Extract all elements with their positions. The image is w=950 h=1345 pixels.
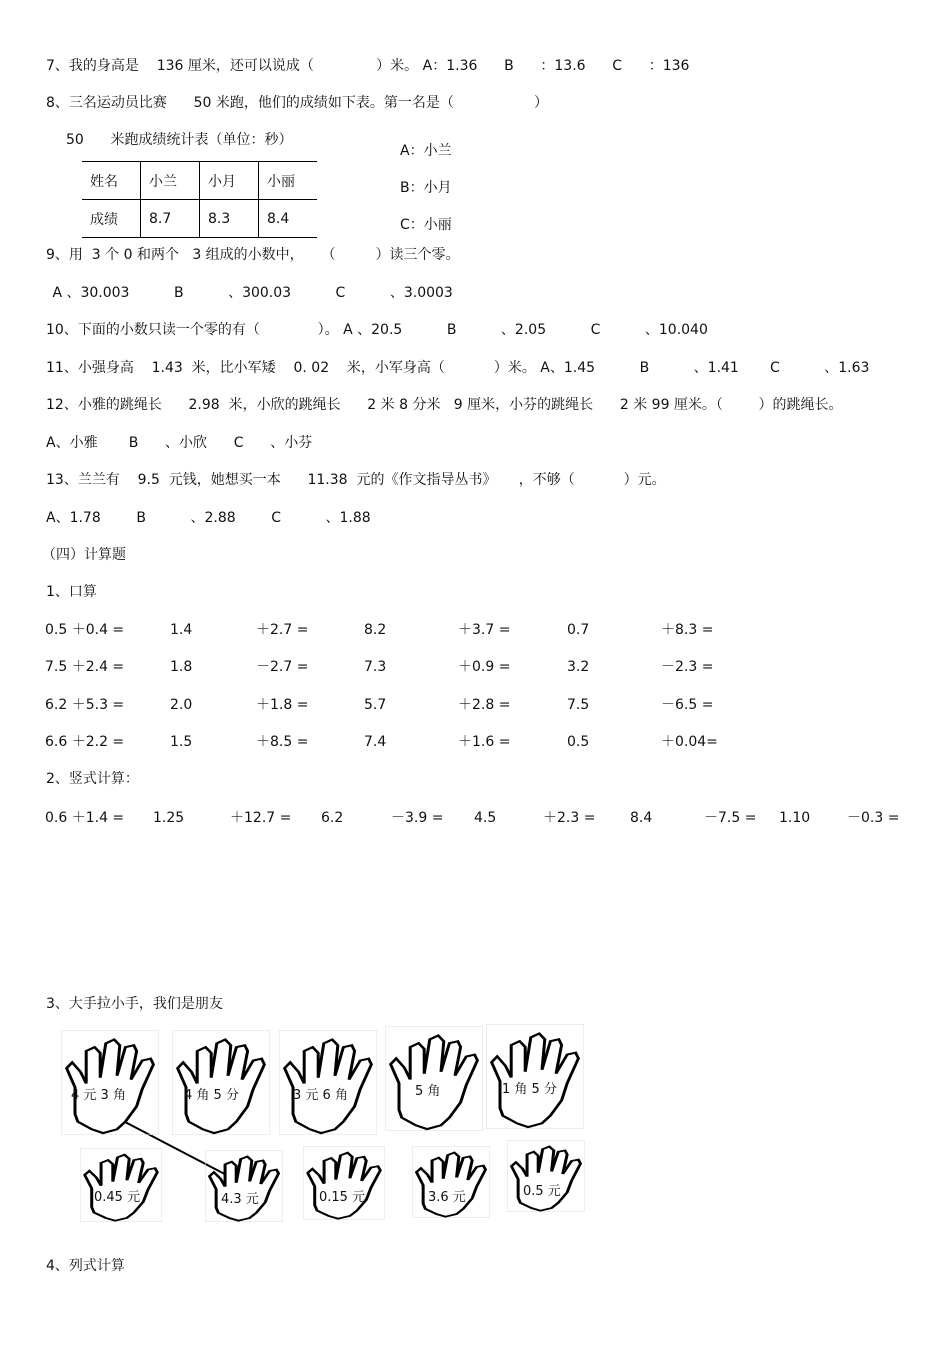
question-10: 10、下面的小数只读一个零的有（ ）。 A 、20.5 B 、2.05 C 、10.040 [46, 322, 708, 338]
big-hand[interactable] [172, 1030, 270, 1135]
hand-icon [412, 1146, 490, 1218]
table-cell: 8.4 [259, 200, 318, 238]
oral-calc-item: 7.5 ＋2.4 = [45, 659, 125, 675]
small-hand-label: 3.6 元 [428, 1190, 466, 1205]
oral-calc-item: 5.7 [364, 697, 387, 713]
question-9-options: A 、30.003 B 、300.03 C 、3.0003 [48, 285, 453, 301]
oral-calc-item: 0.7 [567, 622, 590, 638]
oral-calc-item: 7.4 [364, 734, 387, 750]
question-13-options: A、1.78 B 、2.88 C 、1.88 [46, 510, 371, 526]
big-hand[interactable] [61, 1030, 159, 1135]
vertical-calc-item: ＋12.7 = [230, 810, 292, 826]
vertical-calc-item: －7.5 = [704, 810, 757, 826]
oral-calc-item: 6.2 ＋5.3 = [45, 697, 125, 713]
table-cell: 8.7 [141, 200, 200, 238]
hand-icon [172, 1030, 270, 1135]
question-9: 9、用 3 个 0 和两个 3 组成的小数中， （ ）读三个零。 [46, 247, 460, 263]
oral-calc-item: 0.5 [567, 734, 590, 750]
hand-icon [507, 1140, 585, 1212]
small-hand-label: 0.5 元 [523, 1184, 561, 1199]
oral-calc-item: ＋8.5 = [256, 734, 309, 750]
oral-calc-item: 0.5 ＋0.4 = [45, 622, 125, 638]
question-8: 8、三名运动员比赛 50 米跑，他们的成绩如下表。第一名是（ ） [46, 95, 548, 111]
oral-calc-item: ＋0.9 = [458, 659, 511, 675]
big-hand[interactable] [279, 1030, 377, 1135]
big-hand-label: 5 角 [415, 1084, 441, 1099]
oral-calc-item: ＋2.7 = [256, 622, 309, 638]
small-hand[interactable] [412, 1146, 490, 1218]
oral-calc-item: 8.2 [364, 622, 387, 638]
vertical-calc-item: 4.5 [474, 810, 497, 826]
table-cell: 姓名 [82, 162, 141, 200]
small-hand-label: 0.45 元 [94, 1190, 141, 1205]
big-hand-label: 4 元 3 角 [71, 1088, 126, 1103]
oral-calc-item: ＋3.7 = [458, 622, 511, 638]
table-cell: 小月 [200, 162, 259, 200]
table-cell: 小兰 [141, 162, 200, 200]
small-hand[interactable] [80, 1148, 162, 1222]
vertical-calc-heading: 2、竖式计算： [46, 771, 139, 787]
hand-icon [80, 1148, 162, 1222]
vertical-calc-item: －0.3 = [847, 810, 900, 826]
big-hand[interactable] [486, 1024, 584, 1129]
vertical-calc-item: ＋2.3 = [543, 810, 596, 826]
big-hand-label: 3 元 6 角 [293, 1088, 348, 1103]
table-cell: 小丽 [259, 162, 318, 200]
vertical-calc-item: 0.6 ＋1.4 = [45, 810, 125, 826]
oral-calc-item: －2.3 = [661, 659, 714, 675]
hand-icon [205, 1150, 283, 1222]
vertical-calc-item: 1.10 [779, 810, 811, 826]
oral-calc-item: 1.5 [170, 734, 193, 750]
vertical-calc-item: －3.9 = [391, 810, 444, 826]
oral-calc-item: 3.2 [567, 659, 590, 675]
oral-calc-item: 2.0 [170, 697, 193, 713]
small-hand[interactable] [507, 1140, 585, 1212]
oral-calc-item: 1.8 [170, 659, 193, 675]
oral-calc-item: ＋1.8 = [256, 697, 309, 713]
small-hand-label: 0.15 元 [319, 1190, 366, 1205]
table-title: 50 米跑成绩统计表（单位：秒） [66, 132, 293, 148]
small-hand[interactable] [303, 1146, 385, 1220]
big-hand-label: 4 角 5 分 [184, 1088, 239, 1103]
vertical-calc-item: 1.25 [153, 810, 185, 826]
hand-icon [279, 1030, 377, 1135]
question-12-options: A、小雅 B 、小欣 C 、小芬 [46, 435, 313, 451]
oral-calc-item: ＋2.8 = [458, 697, 511, 713]
oral-calc-item: ＋8.3 = [661, 622, 714, 638]
q8-option-a: A：小兰 [400, 143, 452, 159]
list-calc-heading: 4、列式计算 [46, 1258, 125, 1274]
oral-calc-item: 7.5 [567, 697, 590, 713]
oral-calc-item: 7.3 [364, 659, 387, 675]
oral-calc-heading: 1、口算 [46, 584, 97, 600]
q8-option-c: C：小丽 [400, 217, 452, 233]
table-cell: 成绩 [82, 200, 141, 238]
table-cell: 8.3 [200, 200, 259, 238]
question-12: 12、小雅的跳绳长 2.98 米，小欣的跳绳长 2 米 8 分米 9 厘米，小芬的跳绳长 2 米 99 厘米。（ ）的跳绳长。 [46, 397, 843, 413]
oral-calc-item: 6.6 ＋2.2 = [45, 734, 125, 750]
oral-calc-item: ＋0.04= [661, 734, 718, 750]
vertical-calc-item: 8.4 [630, 810, 653, 826]
small-hand[interactable] [205, 1150, 283, 1222]
oral-calc-item: 1.4 [170, 622, 193, 638]
hand-icon [385, 1026, 483, 1131]
hand-icon [61, 1030, 159, 1135]
oral-calc-item: －6.5 = [661, 697, 714, 713]
hand-icon [486, 1024, 584, 1129]
big-hand[interactable] [385, 1026, 483, 1131]
vertical-calc-item: 6.2 [321, 810, 344, 826]
oral-calc-item: －2.7 = [256, 659, 309, 675]
oral-calc-item: ＋1.6 = [458, 734, 511, 750]
section-4-heading: （四）计算题 [42, 547, 126, 563]
question-13: 13、兰兰有 9.5 元钱，她想买一本 11.38 元的《作文指导丛书》 ，不够（ ）元。 [46, 472, 666, 488]
question-7: 7、我的身高是 136 厘米，还可以说成（ ）米。 A：1.36 B ：13.6 C ：136 [46, 58, 690, 74]
small-hand-label: 4.3 元 [221, 1192, 259, 1207]
q8-option-b: B：小月 [400, 180, 452, 196]
question-11: 11、小强身高 1.43 米，比小军矮 0. 02 米，小军身高（ ）米。 A、1.45 B 、1.41 C 、1.63 [46, 360, 870, 376]
big-hand-label: 1 角 5 分 [502, 1082, 557, 1097]
hand-icon [303, 1146, 385, 1220]
hands-heading: 3、大手拉小手，我们是朋友 [46, 996, 223, 1012]
